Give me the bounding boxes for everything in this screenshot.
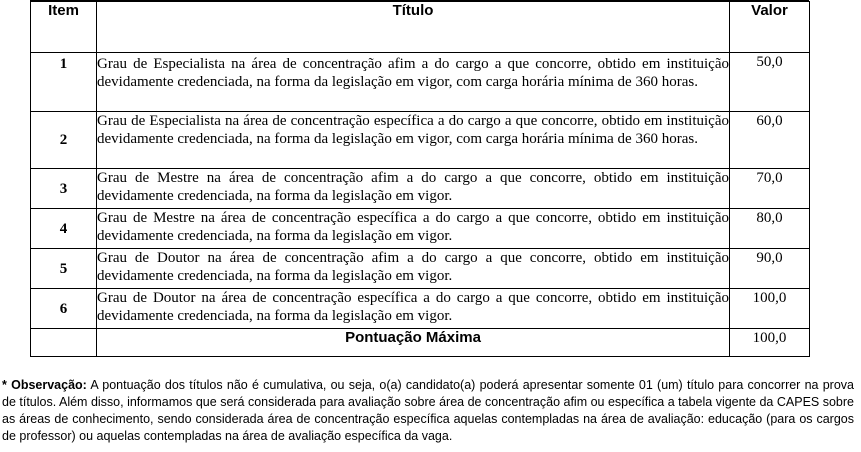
table-header-row <box>31 2 810 53</box>
observation-text: A pontuação dos títulos não é cumulativa, ou seja, o(a) candidato(a) poderá apresentar somente 01 (um) título para concorrer na prova de títulos. Além disso, informamos que será considerada para avaliação sobre área de concentração afim ou específica a tabela vigente da CAPES sobre as áreas de conhecimento, sendo considerada área de concentração específica aquelas contempladas na área de avaliação: educação (para os cargos de professor) ou aquelas contempladas na área de avaliação específica da vaga. <box>2 378 854 443</box>
row-value: 90,0 <box>730 249 810 289</box>
table-row <box>31 209 810 249</box>
observation-note <box>2 377 854 445</box>
row-title: Grau de Mestre na área de concentração afim a do cargo a que concorre, obtido em instituição devidamente credenciada, na forma da legislação em vigor. <box>97 169 730 209</box>
observation-label: * Observação: <box>2 378 87 392</box>
table-row <box>31 249 810 289</box>
row-title: Grau de Especialista na área de concentração específica a do cargo a que concorre, obtido em instituição devidamente credenciada, na forma da legislação em vigor, com carga horária mínima de 360 horas. <box>97 112 730 169</box>
row-item-number: 4 <box>31 209 97 249</box>
row-item-number: 6 <box>31 289 97 329</box>
row-value: 70,0 <box>730 169 810 209</box>
row-item-number: 1 <box>31 53 97 112</box>
table-row <box>31 53 810 112</box>
row-item-number: 2 <box>31 112 97 169</box>
row-title: Grau de Mestre na área de concentração específica a do cargo a que concorre, obtido em instituição devidamente credenciada, na forma da legislação em vigor. <box>97 209 730 249</box>
row-value: 60,0 <box>730 112 810 169</box>
total-empty-cell <box>31 329 97 357</box>
row-title: Grau de Doutor na área de concentração específica a do cargo a que concorre, obtido em instituição devidamente credenciada, na forma da legislação em vigor. <box>97 289 730 329</box>
table-row <box>31 112 810 169</box>
row-value: 50,0 <box>730 53 810 112</box>
row-title: Grau de Doutor na área de concentração afim a do cargo a que concorre, obtido em instituição devidamente credenciada, na forma da legislação em vigor. <box>97 249 730 289</box>
row-title: Grau de Especialista na área de concentração afim a do cargo a que concorre, obtido em instituição devidamente credenciada, na forma da legislação em vigor, com carga horária mínima de 360 horas. <box>97 53 730 112</box>
table-row <box>31 289 810 329</box>
total-label: Pontuação Máxima <box>97 329 730 357</box>
row-item-number: 5 <box>31 249 97 289</box>
total-row <box>31 329 810 357</box>
row-item-number: 3 <box>31 169 97 209</box>
total-value: 100,0 <box>730 329 810 357</box>
header-item: Item <box>31 2 97 53</box>
titles-score-table <box>30 1 810 357</box>
row-value: 100,0 <box>730 289 810 329</box>
header-title: Título <box>97 2 730 53</box>
header-value: Valor <box>730 2 810 53</box>
table-row <box>31 169 810 209</box>
row-value: 80,0 <box>730 209 810 249</box>
